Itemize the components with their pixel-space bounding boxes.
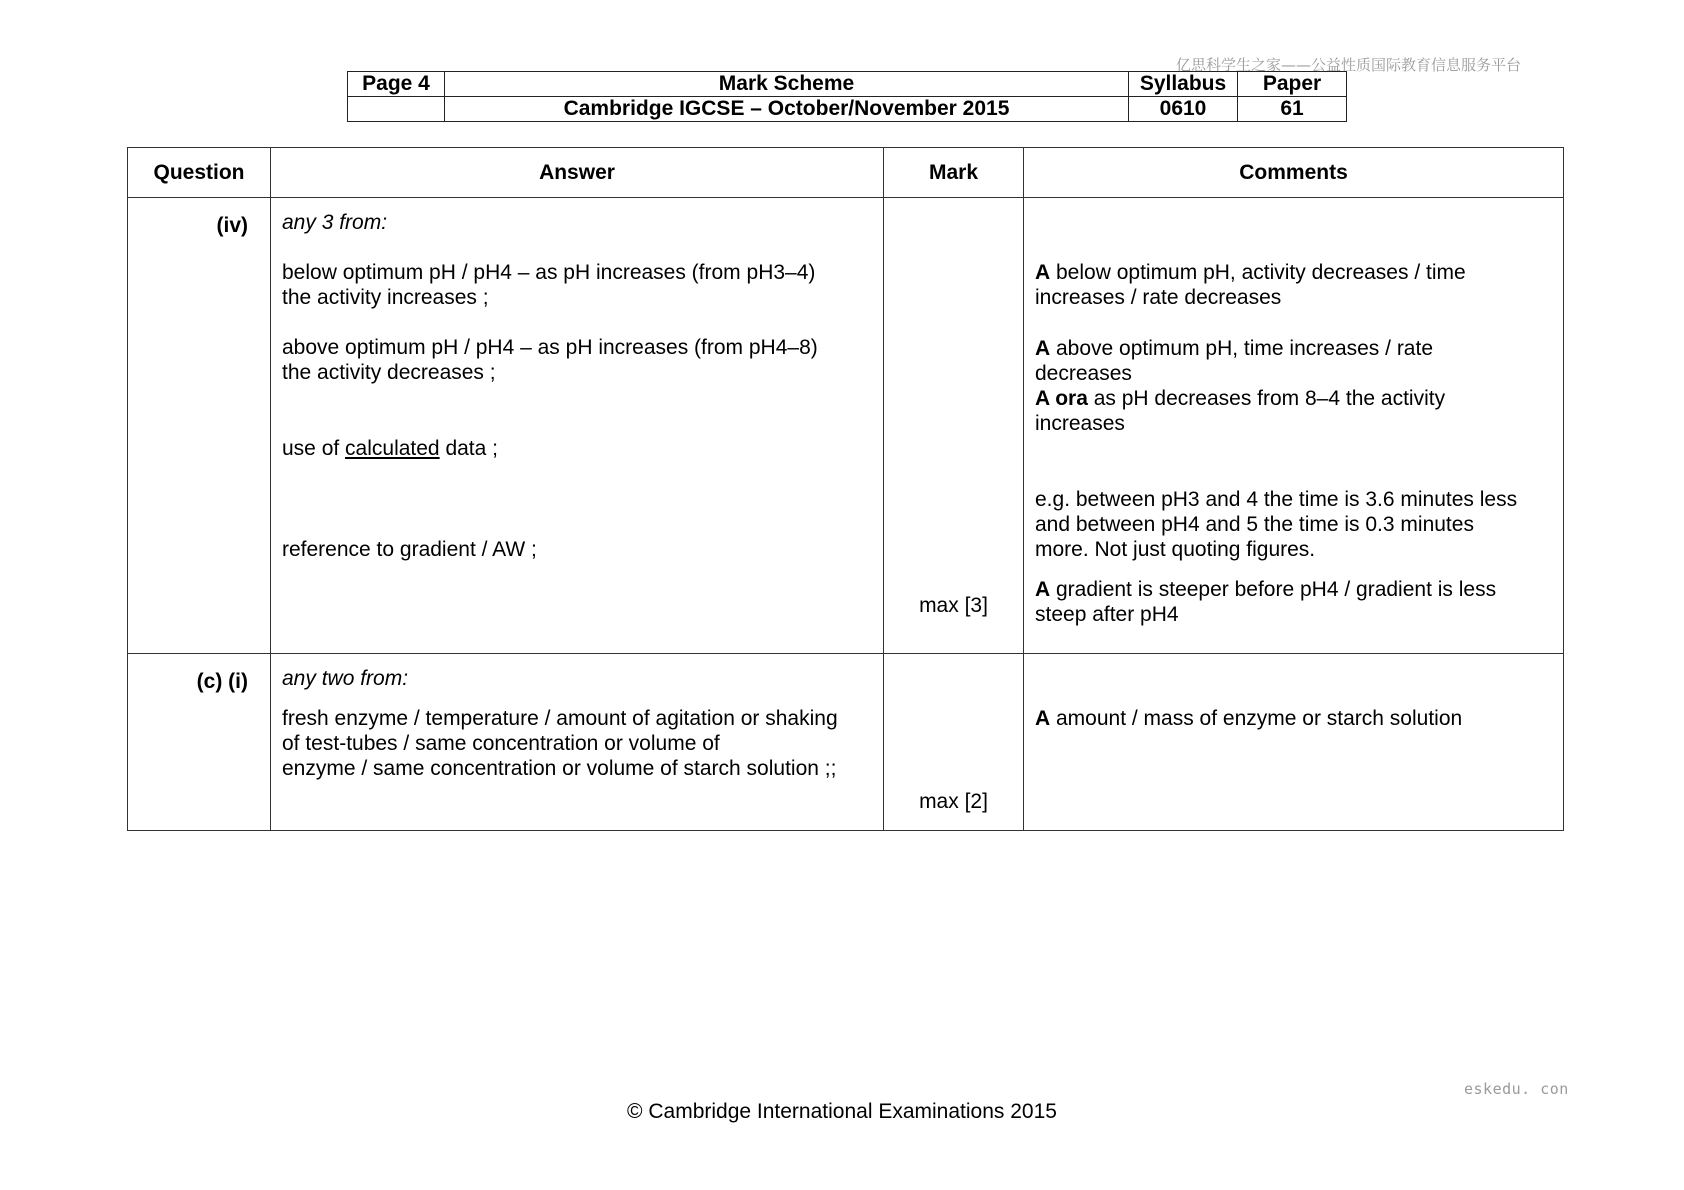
answer-point-cont: the activity increases ; (282, 286, 489, 309)
answer-underlined-text: calculated (345, 437, 440, 460)
table-row (128, 198, 1564, 654)
accept-marker: A (1035, 578, 1051, 601)
answer-point (282, 436, 873, 461)
page-blank-cell (348, 97, 445, 122)
comment-line (1035, 577, 1553, 602)
comment-line (1035, 706, 1553, 731)
comment-text: as pH decreases from 8–4 the activity (1087, 387, 1446, 410)
paper-label: Paper (1238, 72, 1347, 97)
table-header-row (128, 148, 1564, 198)
syllabus-value: 0610 (1129, 97, 1238, 122)
answer-cell (271, 198, 884, 654)
comments-cell (1024, 654, 1564, 831)
comment-line: more. Not just quoting figures. (1035, 538, 1316, 561)
accept-marker: A (1035, 337, 1051, 360)
column-header-mark: Mark (884, 148, 1024, 198)
column-header-comments: Comments (1024, 148, 1564, 198)
page-number: Page 4 (348, 72, 445, 97)
comment-line: increases / rate decreases (1035, 286, 1282, 309)
comment-line: e.g. between pH3 and 4 the time is 3.6 minutes less (1035, 488, 1518, 511)
document-title: Mark Scheme (445, 72, 1129, 97)
comments-cell (1024, 198, 1564, 654)
comment-line: increases (1035, 412, 1125, 435)
answer-point: reference to gradient / AW ; (282, 538, 537, 561)
accept-marker: A ora (1035, 387, 1088, 410)
comment-text: gradient is steeper before pH4 / gradient is less (1050, 578, 1497, 601)
mark-cell (884, 654, 1024, 831)
question-number: (iv) (128, 198, 271, 654)
answer-point-cont: the activity decreases ; (282, 361, 496, 384)
mark-cell (884, 198, 1024, 654)
copyright-footer: © Cambridge International Examinations 2015 (627, 1100, 1057, 1123)
syllabus-label: Syllabus (1129, 72, 1238, 97)
accept-marker: A (1035, 707, 1051, 730)
answer-point-cont: of test-tubes / same concentration or volume of (282, 732, 720, 755)
answer-intro: any 3 from: (282, 211, 388, 234)
comment-line: and between pH4 and 5 the time is 0.3 minutes (1035, 513, 1474, 536)
document-subtitle: Cambridge IGCSE – October/November 2015 (445, 97, 1129, 122)
answer-text: use of (282, 437, 346, 460)
mark-scheme-table (127, 147, 1564, 831)
answer-cell (271, 654, 884, 831)
answer-intro: any two from: (282, 667, 409, 690)
comment-text: amount / mass of enzyme or starch solution (1050, 707, 1463, 730)
comment-line: decreases (1035, 362, 1132, 385)
comment-line: steep after pH4 (1035, 603, 1179, 626)
answer-point: fresh enzyme / temperature / amount of agitation or shaking (282, 707, 838, 730)
accept-marker: A (1035, 261, 1051, 284)
question-number: (c) (i) (128, 654, 271, 831)
watermark-top: 亿思科学生之家——公益性质国际教育信息服务平台 (1176, 56, 1522, 74)
column-header-question: Question (128, 148, 271, 198)
comment-line (1035, 260, 1553, 285)
paper-value: 61 (1238, 97, 1347, 122)
watermark-bottom: eskedu. con (1464, 1080, 1569, 1098)
mark-value: max [3] (919, 594, 988, 617)
answer-point: below optimum pH / pH4 – as pH increases (from pH3–4) (282, 261, 816, 284)
answer-text: data ; (439, 437, 498, 460)
comment-line (1035, 336, 1553, 361)
answer-point-cont: enzyme / same concentration or volume of starch solution ;; (282, 757, 837, 780)
table-row (128, 654, 1564, 831)
comment-line (1035, 386, 1553, 411)
answer-point: above optimum pH / pH4 – as pH increases (from pH4–8) (282, 336, 818, 359)
mark-value: max [2] (919, 790, 988, 813)
comment-text: above optimum pH, time increases / rate (1050, 337, 1434, 360)
header-table (347, 71, 1347, 122)
column-header-answer: Answer (271, 148, 884, 198)
comment-text: below optimum pH, activity decreases / time (1050, 261, 1466, 284)
